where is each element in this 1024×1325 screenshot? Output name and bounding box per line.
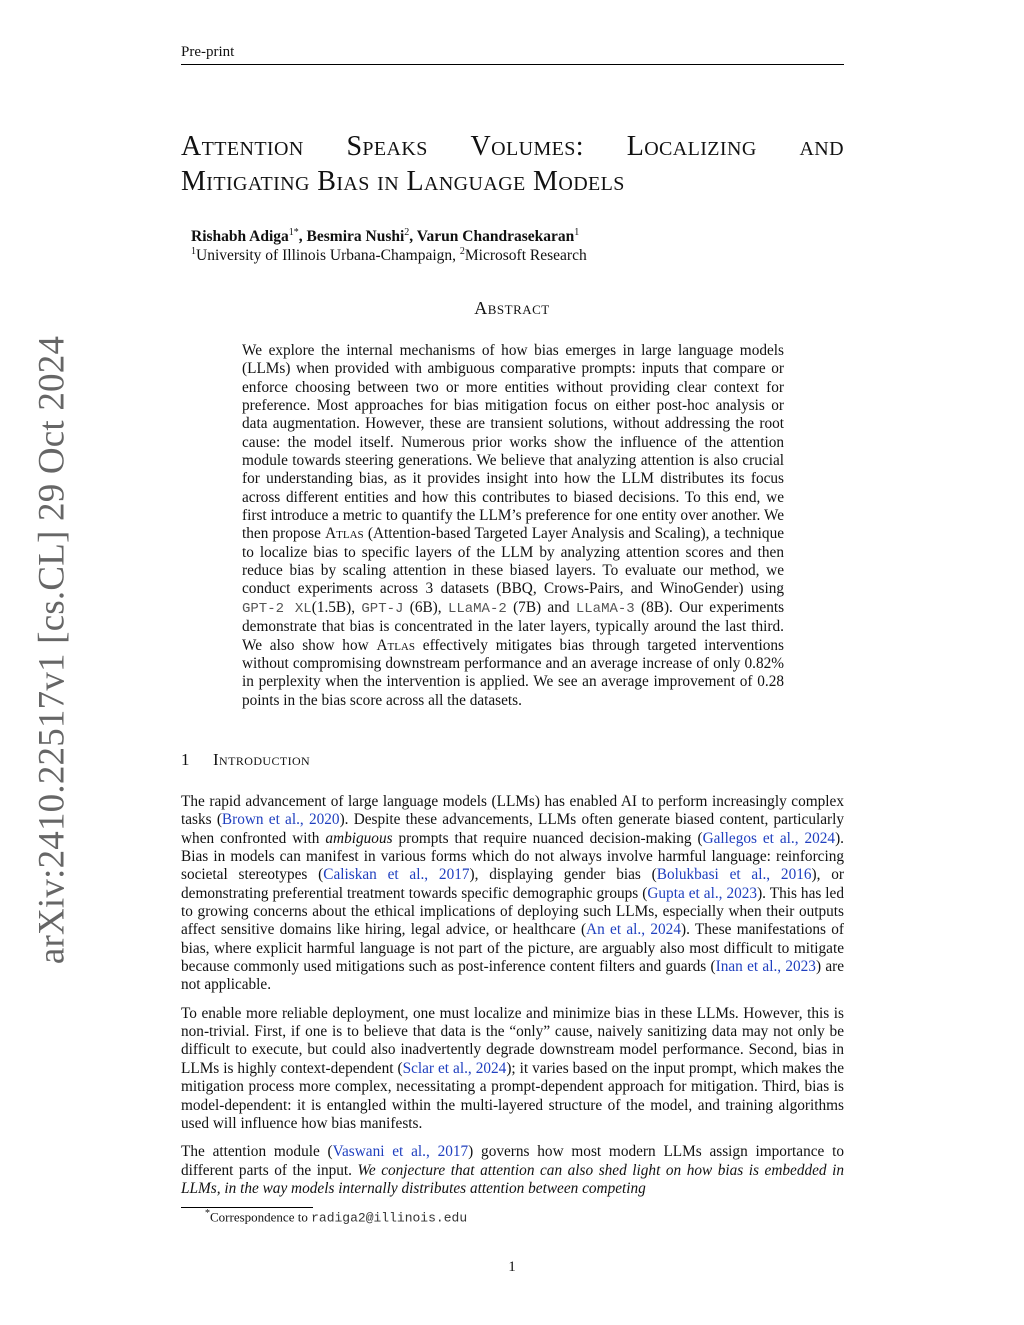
affil-mark: 1	[191, 246, 196, 257]
text: ), or demonstrating preferential treatment towards specific demographic groups (	[181, 866, 844, 902]
running-header: Pre-print	[181, 44, 235, 60]
citation-link[interactable]: Bolukbasi et al., 2016	[656, 866, 812, 884]
model-name: LLaMA-3	[575, 600, 635, 617]
title-word: Localizing	[626, 131, 757, 162]
arxiv-stamp: arXiv:2410.22517v1 [cs.CL] 29 Oct 2024	[31, 335, 73, 965]
citation-link[interactable]: Brown et al., 2020	[221, 811, 340, 829]
affil-mark: 2	[459, 246, 465, 257]
author-affil-mark: 1*	[288, 227, 299, 238]
affiliation: University of Illinois Urbana-Champaign,	[196, 247, 457, 265]
title-line-1	[181, 129, 844, 164]
abstract-heading: Abstract	[474, 298, 550, 318]
text: ) governs how most modern LLMs assign importance to different parts of the input.	[181, 1143, 844, 1179]
text: ) are not applicable.	[181, 958, 845, 994]
title-word: Attention	[181, 131, 304, 162]
title-word: Volumes:	[470, 131, 584, 162]
model-name: LLaMA-2	[447, 600, 507, 617]
abstract-body	[242, 342, 784, 710]
citation-link[interactable]: Caliskan et al., 2017	[323, 866, 470, 884]
model-name: GPT-J	[361, 600, 404, 617]
abstract-text: (7B) and	[513, 598, 570, 616]
citation-link[interactable]: Vaswani et al., 2017	[332, 1143, 469, 1161]
author-name: Varun Chandrasekaran	[416, 228, 575, 246]
text: ). This has led to growing concerns about the ethical implications of deploying such LLMs, especially when their outputs affect sensitive domains like hiring, legal advice, or healthcare (	[181, 884, 844, 939]
abstract-text: (8B). Our experiments demonstrate that bias is concentrated in the later layers, typically around the last third. We also show how	[242, 598, 785, 654]
abstract-text: We explore the internal mechanisms of how bias emerges in large language models (LLMs) when provided with ambiguous comparative prompts: inputs that compare or enforce choosing between two or more entities without providing clear context for preference. Most approaches for bias mitigation focus on either post-hoc analysis or data augmentation. However, these are transient solutions, without addressing the root cause: the model itself. Numerous prior works show the influence of the attention module towards steering generations. We believe that analyzing attention is also crucial for understanding bias, as it provides insight into how the LLM distributes its focus across different entities and how this contributes to biased decisions. To this end, we first introduce a metric to quantify the LLM’s preference for one entity over another. We then propose	[242, 342, 784, 543]
affiliation: Microsoft Research	[464, 247, 587, 265]
abstract-text: (Attention-based Targeted Layer Analysis and Scaling), a technique to localize bias to specific layers of the LLM by analyzing attention scores and then reduce bias by scaling attention in these biased layers. To evaluate our method, we conduct experiments across 3 datasets (BBQ, Crows-Pairs, and WinoGender) using	[242, 525, 785, 598]
footnote	[205, 1208, 467, 1225]
paper-title	[181, 129, 844, 199]
text: ); it varies based on the input prompt, which makes the mitigation process more complex, necessitating a prompt-dependent approach for mitigation. Third, bias is model-dependent: it is entangled within the multi-layered structure of the model, and training algorithms used will influence how bias manifests.	[181, 1059, 844, 1132]
emphasis: ambiguous	[325, 829, 393, 847]
emphasis: We conjecture that attention can also shed light on how bias is embedded in LLMs, in the way models internally distributes attention between competing	[181, 1161, 844, 1197]
text: The attention module (	[181, 1143, 333, 1161]
footnote-mark: *	[205, 1208, 210, 1219]
paragraph	[181, 793, 844, 995]
section-number: 1	[181, 750, 190, 769]
citation-link[interactable]: Sclar et al., 2024	[402, 1059, 507, 1077]
model-name: GPT-2 XL	[242, 600, 312, 617]
citation-link[interactable]: Gupta et al., 2023	[647, 884, 758, 902]
method-name: Atlas	[325, 525, 364, 543]
abstract-text: effectively mitigates bias through targeted interventions without compromising downstream performance and an average increase of only 0.82% in perplexity when the intervention is applied. We see an average improvement of 0.28 points in the bias score across all the datasets.	[242, 636, 784, 709]
header-rule	[181, 64, 844, 65]
abstract-text: (6B),	[409, 598, 442, 616]
author-name: Rishabh Adiga	[191, 228, 289, 246]
author-affil-mark: 1	[574, 227, 580, 238]
section-title: Introduction	[213, 750, 311, 769]
citation-link[interactable]: Gallegos et al., 2024	[702, 829, 836, 847]
text: ). These manifestations of bias, where explicit harmful language is not part of the picture, are arguably also most difficult to mitigate because commonly used mitigations such as post-inference content filters and guards (	[181, 921, 844, 976]
text: ). Bias in models can manifest in various forms which do not always involve harmful language: reinforcing societal stereotypes (	[181, 829, 844, 884]
author-name: Besmira Nushi	[306, 228, 405, 246]
method-name: Atlas	[376, 636, 415, 654]
citation-link[interactable]: Inan et al., 2023	[715, 958, 816, 976]
paragraph	[181, 1143, 844, 1198]
footnote-text: Correspondence to	[210, 1209, 308, 1225]
citation-link[interactable]: An et al., 2024	[586, 921, 681, 939]
paragraph	[181, 1005, 844, 1133]
title-line-2: Mitigating Bias in Language Models	[181, 166, 625, 197]
text: The rapid advancement of large language models (LLMs) has enabled AI to perform increasingly complex tasks (	[181, 793, 844, 829]
affiliations	[191, 246, 587, 265]
title-word: and	[799, 131, 844, 162]
text: ), displaying gender bias (	[469, 866, 657, 884]
text: To enable more reliable deployment, one must localize and minimize bias in these LLMs. However, this is non-trivial. First, if one is to believe that data is the “only” cause, naively sanitizing data may not only be difficult to execute, but could also inadvertently degrade downstream model performance. Second, bias in LLMs is highly context-dependent (	[181, 1004, 844, 1077]
author-affil-mark: 2	[404, 227, 410, 238]
abstract-text: (1.5B),	[311, 598, 356, 616]
text: ). Despite these advancements, LLMs often generate biased content, particularly when confronted with	[181, 811, 845, 847]
email-address[interactable]: radiga2@illinois.edu	[311, 1210, 468, 1226]
text: prompts that require nuanced decision-making (	[398, 829, 703, 847]
page-number: 1	[508, 1259, 516, 1275]
author-list: Rishabh Adiga$^{1*}$, Besmira Nushi$^2$, Varun Chandrasekaran$^1$	[191, 227, 580, 246]
title-word: Speaks	[346, 131, 428, 162]
introduction-body	[181, 793, 844, 1208]
section-heading	[181, 750, 310, 770]
